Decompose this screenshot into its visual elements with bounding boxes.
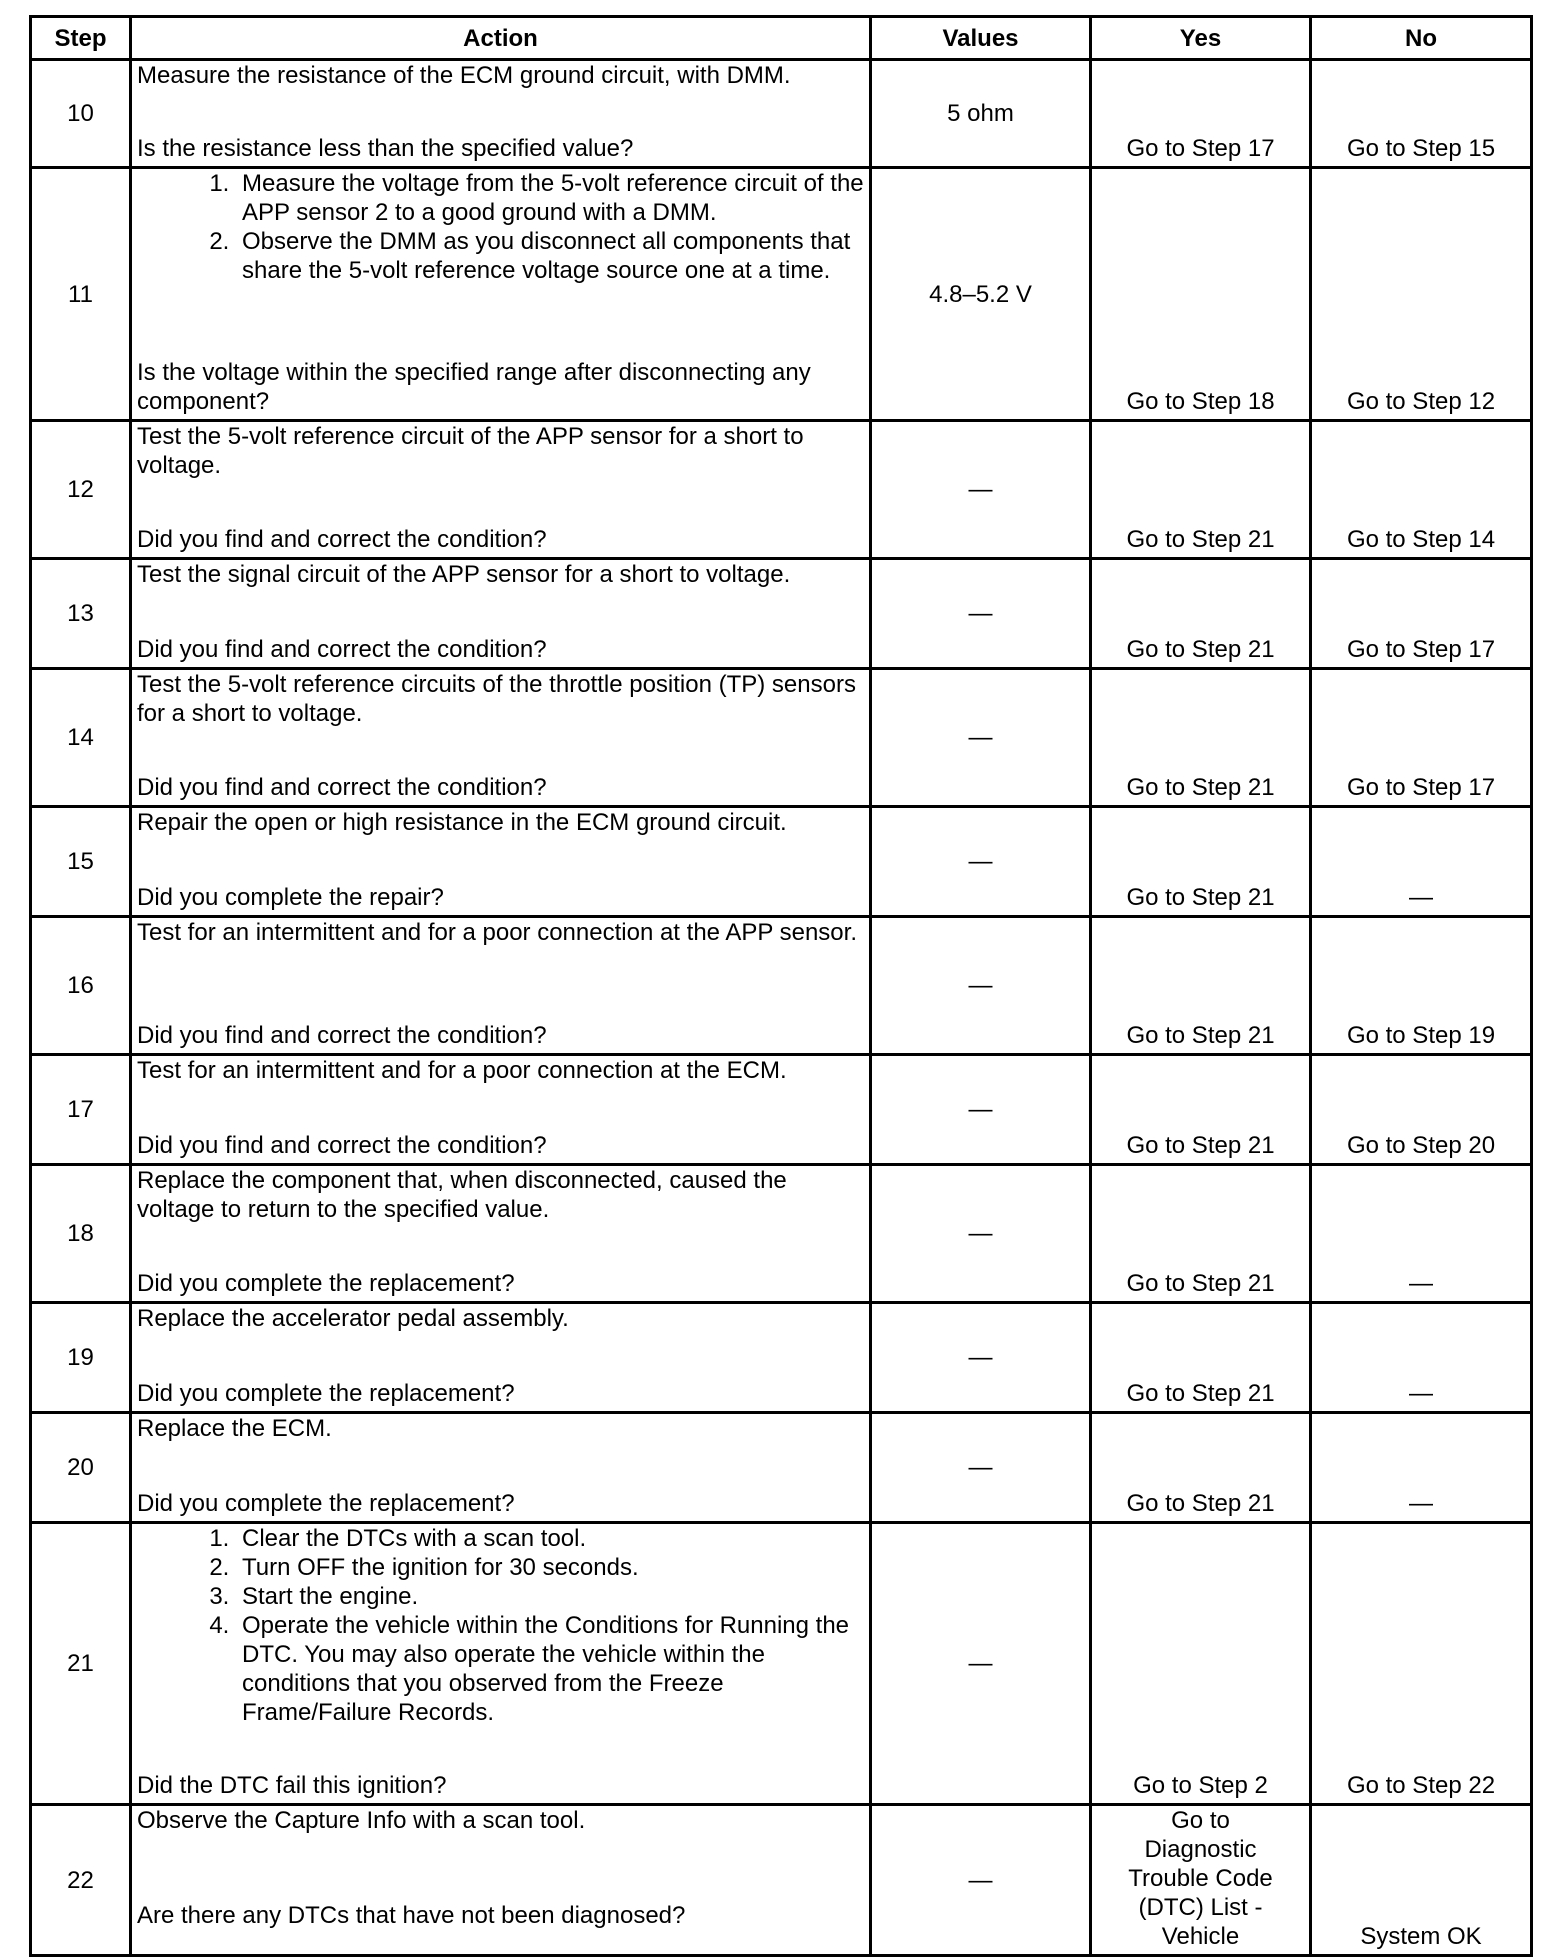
value-cell: 4.8–5.2 V xyxy=(871,168,1091,421)
value-cell: — xyxy=(871,669,1091,807)
action-steps-list xyxy=(137,169,865,285)
action-cell xyxy=(131,1805,871,1956)
action-text: Repair the open or high resistance in the ECM ground circuit. xyxy=(137,809,787,836)
action-cell xyxy=(131,917,871,1055)
yes-outcome: Go to Step 21 xyxy=(1091,669,1311,807)
value-cell: — xyxy=(871,1055,1091,1165)
action-cell xyxy=(131,1303,871,1413)
step-number: 17 xyxy=(31,1055,131,1165)
yes-outcome: Go to Step 21 xyxy=(1091,1413,1311,1523)
table-row xyxy=(31,1055,1532,1165)
diagnostic-table-sheet xyxy=(29,15,1530,1957)
header-step: Step xyxy=(31,17,131,60)
no-outcome: — xyxy=(1311,1303,1532,1413)
value-cell: — xyxy=(871,807,1091,917)
step-number: 20 xyxy=(31,1413,131,1523)
action-cell xyxy=(131,60,871,168)
value-cell: — xyxy=(871,1805,1091,1956)
no-outcome: Go to Step 22 xyxy=(1311,1523,1532,1805)
action-instructions xyxy=(137,1414,865,1443)
step-number: 10 xyxy=(31,60,131,168)
step-number: 22 xyxy=(31,1805,131,1956)
action-content xyxy=(137,1304,865,1408)
action-question: Did you complete the replacement? xyxy=(137,1490,515,1517)
table-row xyxy=(31,60,1532,168)
action-content xyxy=(137,670,865,802)
action-question: Did you find and correct the condition? xyxy=(137,774,547,801)
table-row xyxy=(31,807,1532,917)
action-text: Measure the resistance of the ECM ground circuit, with DMM. xyxy=(137,62,791,89)
action-cell xyxy=(131,1413,871,1523)
yes-outcome: Go to Step 21 xyxy=(1091,421,1311,559)
action-content xyxy=(137,918,865,1050)
action-question: Is the voltage within the specified range after disconnecting any component? xyxy=(137,359,811,415)
action-text: Test the 5-volt reference circuits of the throttle position (TP) sensors for a short to voltage. xyxy=(137,671,856,727)
no-outcome: — xyxy=(1311,1165,1532,1303)
table-row xyxy=(31,421,1532,559)
action-content xyxy=(137,422,865,554)
action-step-item: 2. Turn OFF the ignition for 30 seconds. xyxy=(236,1553,865,1582)
step-number: 19 xyxy=(31,1303,131,1413)
yes-outcome: Go to Step 21 xyxy=(1091,1055,1311,1165)
action-text: Test for an intermittent and for a poor connection at the APP sensor. xyxy=(137,919,857,946)
action-step-item: 1. Clear the DTCs with a scan tool. xyxy=(236,1524,865,1553)
value-cell: — xyxy=(871,1523,1091,1805)
action-text: Replace the accelerator pedal assembly. xyxy=(137,1305,569,1332)
step-number: 11 xyxy=(31,168,131,421)
yes-outcome: Go to Step 21 xyxy=(1091,807,1311,917)
action-question: Did the DTC fail this ignition? xyxy=(137,1772,447,1799)
table-row xyxy=(31,669,1532,807)
header-action: Action xyxy=(131,17,871,60)
no-outcome: Go to Step 15 xyxy=(1311,60,1532,168)
header-row xyxy=(31,17,1532,60)
action-step-item: 1. Measure the voltage from the 5-volt reference circuit of the APP sensor 2 to a good ground with a DMM. xyxy=(236,169,865,227)
action-text: Replace the ECM. xyxy=(137,1415,332,1442)
step-number: 13 xyxy=(31,559,131,669)
action-content xyxy=(137,61,865,163)
action-content xyxy=(137,169,865,416)
action-instructions xyxy=(137,1524,865,1727)
yes-outcome: Go to Step 21 xyxy=(1091,1165,1311,1303)
action-question: Did you find and correct the condition? xyxy=(137,1022,547,1049)
diagnostic-table xyxy=(29,15,1533,1957)
no-outcome: — xyxy=(1311,1413,1532,1523)
value-cell: — xyxy=(871,559,1091,669)
yes-outcome: Go to Diagnostic Trouble Code (DTC) List - Vehicle xyxy=(1091,1805,1311,1956)
step-number: 18 xyxy=(31,1165,131,1303)
value-cell: — xyxy=(871,421,1091,559)
action-content xyxy=(137,1056,865,1160)
action-instructions xyxy=(137,1304,865,1333)
table-row xyxy=(31,168,1532,421)
action-cell xyxy=(131,1165,871,1303)
header-values: Values xyxy=(871,17,1091,60)
no-outcome: — xyxy=(1311,807,1532,917)
action-instructions xyxy=(137,1056,865,1085)
yes-outcome: Go to Step 21 xyxy=(1091,917,1311,1055)
action-question: Is the resistance less than the specified value? xyxy=(137,135,634,162)
action-cell xyxy=(131,168,871,421)
action-question: Did you complete the replacement? xyxy=(137,1380,515,1407)
step-number: 12 xyxy=(31,421,131,559)
action-question: Are there any DTCs that have not been diagnosed? xyxy=(137,1902,686,1929)
action-content xyxy=(137,1166,865,1298)
table-row xyxy=(31,1165,1532,1303)
value-cell: — xyxy=(871,917,1091,1055)
action-instructions xyxy=(137,1166,865,1224)
action-step-item: 3. Start the engine. xyxy=(236,1582,865,1611)
step-number: 21 xyxy=(31,1523,131,1805)
action-instructions xyxy=(137,560,865,589)
action-question: Did you complete the repair? xyxy=(137,884,444,911)
action-step-item: 4. Operate the vehicle within the Conditions for Running the DTC. You may also operate the vehicle within the conditions that you observed from the Freeze Frame/Failure Records. xyxy=(236,1611,865,1727)
action-cell xyxy=(131,559,871,669)
value-cell: — xyxy=(871,1413,1091,1523)
action-instructions xyxy=(137,169,865,285)
table-row xyxy=(31,917,1532,1055)
action-question: Did you find and correct the condition? xyxy=(137,636,547,663)
no-outcome: Go to Step 20 xyxy=(1311,1055,1532,1165)
yes-outcome: Go to Step 21 xyxy=(1091,1303,1311,1413)
no-outcome: Go to Step 17 xyxy=(1311,669,1532,807)
action-content xyxy=(137,808,865,912)
table-row xyxy=(31,1805,1532,1956)
table-row xyxy=(31,1303,1532,1413)
action-cell xyxy=(131,807,871,917)
no-outcome: System OK xyxy=(1311,1805,1532,1956)
no-outcome: Go to Step 17 xyxy=(1311,559,1532,669)
action-text: Test the 5-volt reference circuit of the APP sensor for a short to voltage. xyxy=(137,423,804,479)
value-cell: — xyxy=(871,1165,1091,1303)
no-outcome: Go to Step 19 xyxy=(1311,917,1532,1055)
action-step-item: 2. Observe the DMM as you disconnect all components that share the 5-volt reference voltage source one at a time. xyxy=(236,227,865,285)
action-instructions xyxy=(137,670,865,728)
action-question: Did you find and correct the condition? xyxy=(137,1132,547,1159)
no-outcome: Go to Step 12 xyxy=(1311,168,1532,421)
yes-outcome: Go to Step 17 xyxy=(1091,60,1311,168)
action-content xyxy=(137,1524,865,1800)
yes-outcome: Go to Step 2 xyxy=(1091,1523,1311,1805)
action-cell xyxy=(131,669,871,807)
step-number: 15 xyxy=(31,807,131,917)
header-no: No xyxy=(1311,17,1532,60)
action-steps-list xyxy=(137,1524,865,1727)
action-text: Test the signal circuit of the APP sensor for a short to voltage. xyxy=(137,561,791,588)
header-yes: Yes xyxy=(1091,17,1311,60)
value-cell: 5 ohm xyxy=(871,60,1091,168)
action-cell xyxy=(131,1523,871,1805)
action-cell xyxy=(131,1055,871,1165)
step-number: 14 xyxy=(31,669,131,807)
action-content xyxy=(137,560,865,664)
action-cell xyxy=(131,421,871,559)
step-number: 16 xyxy=(31,917,131,1055)
value-cell: — xyxy=(871,1303,1091,1413)
action-instructions xyxy=(137,422,865,480)
action-instructions xyxy=(137,1806,865,1835)
table-row xyxy=(31,1523,1532,1805)
action-question: Did you complete the replacement? xyxy=(137,1270,515,1297)
action-content xyxy=(137,1414,865,1518)
action-text: Replace the component that, when disconnected, caused the voltage to return to the specified value. xyxy=(137,1167,787,1223)
yes-outcome: Go to Step 18 xyxy=(1091,168,1311,421)
action-question: Did you find and correct the condition? xyxy=(137,526,547,553)
action-text: Test for an intermittent and for a poor connection at the ECM. xyxy=(137,1057,787,1084)
table-row xyxy=(31,1413,1532,1523)
action-instructions xyxy=(137,808,865,837)
no-outcome: Go to Step 14 xyxy=(1311,421,1532,559)
table-row xyxy=(31,559,1532,669)
yes-outcome: Go to Step 21 xyxy=(1091,559,1311,669)
action-text: Observe the Capture Info with a scan tool. xyxy=(137,1807,586,1834)
action-instructions xyxy=(137,918,865,947)
action-instructions xyxy=(137,61,865,90)
action-content xyxy=(137,1806,865,1930)
